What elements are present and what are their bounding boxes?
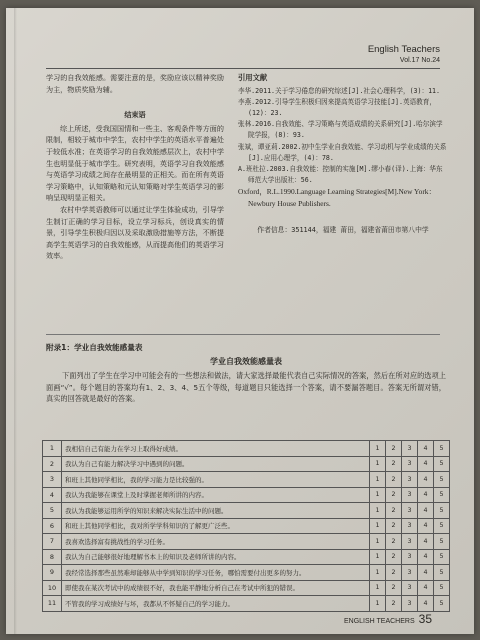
item-number: 6 (43, 518, 62, 534)
scale-option-3[interactable]: 3 (402, 503, 418, 519)
item-statement: 我经常选择那些虽然难却能够从中学到知识的学习任务，哪怕需要付出更多的努力。 (62, 565, 370, 581)
item-number: 1 (43, 441, 62, 457)
references-heading: 引用文献 (238, 73, 268, 82)
scale-option-3[interactable]: 3 (402, 456, 418, 472)
scale-option-4[interactable]: 4 (418, 549, 434, 565)
scale-option-1[interactable]: 1 (370, 580, 386, 596)
scale-option-4[interactable]: 4 (418, 487, 434, 503)
scale-option-4[interactable]: 4 (418, 518, 434, 534)
questionnaire-row (43, 487, 450, 503)
right-column (238, 72, 448, 236)
scale-option-5[interactable]: 5 (434, 580, 450, 596)
questionnaire-row (43, 441, 450, 457)
page-footer (344, 612, 432, 626)
reference-item: A.班杜拉.2003.自我效能：控制的实施[M].缪小春(译).上海：华东师范大学出版社：56. (238, 165, 443, 185)
questionnaire-table (42, 440, 450, 612)
scale-option-5[interactable]: 5 (434, 549, 450, 565)
scale-option-2[interactable]: 2 (386, 518, 402, 534)
scale-option-1[interactable]: 1 (370, 518, 386, 534)
item-statement: 不管我的学习成绩好与坏，我都从不怀疑自己的学习能力。 (62, 596, 370, 612)
appendix-title: 附录1：学业自我效能感量表 (46, 343, 143, 352)
conclusion-heading: 结束语 (124, 110, 146, 120)
scale-option-4[interactable]: 4 (418, 441, 434, 457)
section-rule (46, 334, 440, 335)
item-statement: 即使我在某次考试中的成绩很不好，我也能平静地分析自己在考试中所犯的错误。 (62, 580, 370, 596)
questionnaire-row (43, 549, 450, 565)
questionnaire-row (43, 518, 450, 534)
footer-journal-label: ENGLISH TEACHERS (343, 618, 415, 625)
reference-item: 李华.2011.关于学习倦怠的研究综述[J].社会心理科学，(3)：11. (238, 86, 440, 95)
item-number: 2 (43, 456, 62, 472)
scale-option-3[interactable]: 3 (402, 549, 418, 565)
scale-option-1[interactable]: 1 (370, 549, 386, 565)
scale-option-2[interactable]: 2 (386, 472, 402, 488)
item-number: 7 (43, 534, 62, 550)
scale-option-3[interactable]: 3 (402, 518, 418, 534)
scale-option-5[interactable]: 5 (434, 503, 450, 519)
scale-option-3[interactable]: 3 (402, 441, 418, 457)
scale-option-4[interactable]: 4 (418, 596, 434, 612)
scale-option-3[interactable]: 3 (402, 565, 418, 581)
scale-option-4[interactable]: 4 (418, 534, 434, 550)
scale-option-2[interactable]: 2 (386, 596, 402, 612)
scale-option-5[interactable]: 5 (434, 472, 450, 488)
item-number: 5 (43, 503, 62, 519)
questionnaire-row (43, 596, 450, 612)
item-number: 10 (43, 580, 62, 596)
scale-option-1[interactable]: 1 (370, 534, 386, 550)
carryover-paragraph: 学习的自我效能感。需要注意的是，奖励应该以精神奖励为主，物质奖励为辅。 (46, 73, 224, 94)
scale-option-3[interactable]: 3 (402, 472, 418, 488)
scale-option-2[interactable]: 2 (386, 441, 402, 457)
scale-option-3[interactable]: 3 (402, 596, 418, 612)
left-column (46, 72, 224, 262)
scale-option-1[interactable]: 1 (370, 487, 386, 503)
scale-option-2[interactable]: 2 (386, 503, 402, 519)
questionnaire-intro: 下面列出了学生在学习中可能会有的一些想法和做法，请大家选择最能代表自己实际情况的答案，然后在所对应的选项上面画“√”。每个题目的答案均有1、2、3、4、5五个等级，每道题目只能选择一个答案，请不要漏答题目。答案无所谓对错，真实的回答就是最好的答案。 (46, 371, 446, 404)
scale-option-2[interactable]: 2 (386, 456, 402, 472)
scale-option-5[interactable]: 5 (434, 518, 450, 534)
questionnaire-row (43, 472, 450, 488)
page-number: 35 (418, 612, 432, 626)
reference-item: Oxford，R.L.1990.Language Learning Strategies[M].New York：Newbury House Publishers. (238, 187, 436, 208)
journal-page (6, 8, 474, 634)
item-statement: 我认为我能够运用所学的知识来解决实际生活中的问题。 (62, 503, 370, 519)
reference-item: 张林.2016.自我效能、学习策略与英语成绩的关系研究[J].哈尔滨学院学报，(8)：93. (238, 120, 443, 140)
questionnaire-row (43, 565, 450, 581)
scale-option-1[interactable]: 1 (370, 596, 386, 612)
scale-option-2[interactable]: 2 (386, 565, 402, 581)
item-number: 11 (43, 596, 62, 612)
scale-option-5[interactable]: 5 (434, 441, 450, 457)
scale-option-2[interactable]: 2 (386, 549, 402, 565)
scale-option-1[interactable]: 1 (370, 472, 386, 488)
journal-volume: Vol.17 No.24 (399, 57, 440, 64)
reference-item: 张斌，谭亚莉.2002.初中生学业自我效能、学习动机与学业成绩的关系[J].应用心理学，(4)：78. (238, 142, 447, 162)
scale-option-3[interactable]: 3 (402, 580, 418, 596)
questionnaire-row (43, 503, 450, 519)
item-statement: 我认为自己有能力解决学习中遇到的问题。 (62, 456, 370, 472)
reference-item: 李燕.2012.引导学生积极归因来提高英语学习技能[J].英语教育，(12)：23. (238, 97, 436, 117)
scale-option-4[interactable]: 4 (418, 472, 434, 488)
item-number: 3 (43, 472, 62, 488)
scale-option-2[interactable]: 2 (386, 534, 402, 550)
scale-option-5[interactable]: 5 (434, 596, 450, 612)
scale-option-1[interactable]: 1 (370, 456, 386, 472)
scale-option-2[interactable]: 2 (386, 580, 402, 596)
item-statement: 我喜欢选择富有挑战性的学习任务。 (62, 534, 370, 550)
conclusion-paragraph-2: 农村中学英语教师可以通过让学生体验成功，引导学生制订正确的学习目标，设立学习标兵，创设真实的情景，引导学生积极归因以及采取激励措施等方法，不断提高学生英语学习的自我效能感，从而提高他们的英语学习效率。 (46, 204, 224, 261)
scale-option-4[interactable]: 4 (418, 580, 434, 596)
item-statement: 我相信自己有能力在学习上取得好成绩。 (62, 441, 370, 457)
scale-option-5[interactable]: 5 (434, 534, 450, 550)
scale-option-4[interactable]: 4 (418, 503, 434, 519)
item-statement: 和班上其他同学相比，我对所学学科知识的了解更广泛些。 (62, 518, 370, 534)
scale-option-3[interactable]: 3 (402, 487, 418, 503)
scale-option-2[interactable]: 2 (386, 487, 402, 503)
item-number: 4 (43, 487, 62, 503)
questionnaire-row (43, 456, 450, 472)
scale-option-1[interactable]: 1 (370, 565, 386, 581)
scale-option-4[interactable]: 4 (418, 565, 434, 581)
scale-option-5[interactable]: 5 (434, 565, 450, 581)
scale-option-5[interactable]: 5 (434, 487, 450, 503)
scale-option-4[interactable]: 4 (418, 456, 434, 472)
page-fold-shadow (14, 8, 17, 634)
item-statement: 和班上其他同学相比，我的学习能力是比较强的。 (62, 472, 370, 488)
questionnaire-row (43, 580, 450, 596)
scale-option-5[interactable]: 5 (434, 456, 450, 472)
author-info: 作者信息：351144，福建 莆田，福建省莆田市第八中学 (257, 225, 429, 234)
conclusion-paragraph-1: 综上所述，受我国国情和一些主、客观条件等方面的限制，相较于城市中学生，农村中学生的英语水平普遍处于较低水准；在英语学习的自我效能感层次上，农村中学生也明显低于城市学生。研究表明，英语学习自我效能感与英语学习成绩之间存在最明显的正相关。而在所有英语学习策略中，认知策略和元认知策略对学生英语学习的影响呈现明显正相关。 (46, 123, 224, 203)
journal-title: English Teachers (367, 44, 440, 55)
scale-option-1[interactable]: 1 (370, 441, 386, 457)
questionnaire-row (43, 534, 450, 550)
item-number: 8 (43, 549, 62, 565)
header-rule (46, 68, 440, 69)
scale-option-3[interactable]: 3 (402, 534, 418, 550)
scale-option-1[interactable]: 1 (370, 503, 386, 519)
item-number: 9 (43, 565, 62, 581)
item-statement: 我认为我能够在课堂上及时掌握老师所讲的内容。 (62, 487, 370, 503)
item-statement: 我认为自己能够很好地理解书本上的知识及老师所讲的内容。 (62, 549, 370, 565)
questionnaire-title: 学业自我效能感量表 (210, 357, 282, 366)
